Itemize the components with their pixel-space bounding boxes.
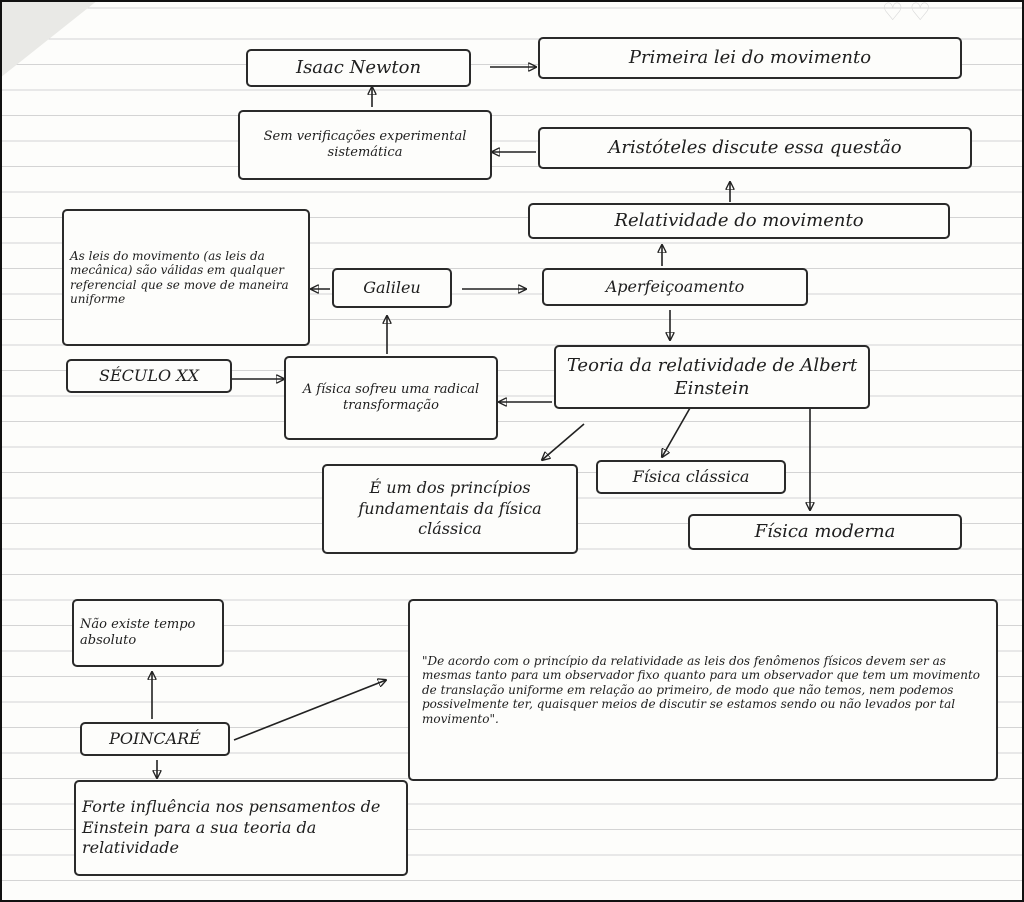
arrow-teoria-to-fisica-classica [662, 408, 690, 457]
node-forte-influencia: Forte influência nos pensamentos de Einstein para a sua teoria da relatividade [74, 780, 408, 876]
node-primeira-lei: Primeira lei do movimento [538, 37, 962, 79]
node-aristoteles: Aristóteles discute essa questão [538, 127, 972, 169]
node-isaac-newton: Isaac Newton [246, 49, 471, 87]
node-leis-movimento: As leis do movimento (as leis da mecânica) são válidas em qualquer referencial que se move de maneira uniforme [62, 209, 310, 346]
node-poincare: POINCARÉ [80, 722, 230, 756]
node-aperfeicoamento: Aperfeiçoamento [542, 268, 808, 306]
heart-doodle-icon: ♡♡ [882, 0, 938, 26]
arrow-teoria-to-principios [542, 424, 584, 460]
node-teoria-relatividade-einstein: Teoria da relatividade de Albert Einstein [554, 345, 870, 409]
node-seculo-xx: SÉCULO XX [66, 359, 232, 393]
node-quote-principio-relatividade: "De acordo com o princípio da relatividade as leis dos fenômenos físicos devem ser as mesmas tanto para um observador fixo quanto para um observador que tem um movimento de translação uniforme em relação ao primeiro, de modo que não temos, nem podemos possivelmente ter, quaisquer meios de discutir se estamos sendo ou não levados por tal movimento". [408, 599, 998, 781]
node-relatividade-movimento: Relatividade do movimento [528, 203, 950, 239]
node-principios-fundamentais: É um dos princípios fundamentais da física clássica [322, 464, 578, 554]
arrow-poincare-to-quote [234, 680, 386, 740]
node-galileu: Galileu [332, 268, 452, 308]
node-tempo-absoluto: Não existe tempo absoluto [72, 599, 224, 667]
node-sem-verificacao: Sem verificações experimental sistemática [238, 110, 492, 180]
node-fisica-sofreu: A física sofreu uma radical transformação [284, 356, 498, 440]
node-fisica-moderna: Física moderna [688, 514, 962, 550]
node-fisica-classica: Física clássica [596, 460, 786, 494]
